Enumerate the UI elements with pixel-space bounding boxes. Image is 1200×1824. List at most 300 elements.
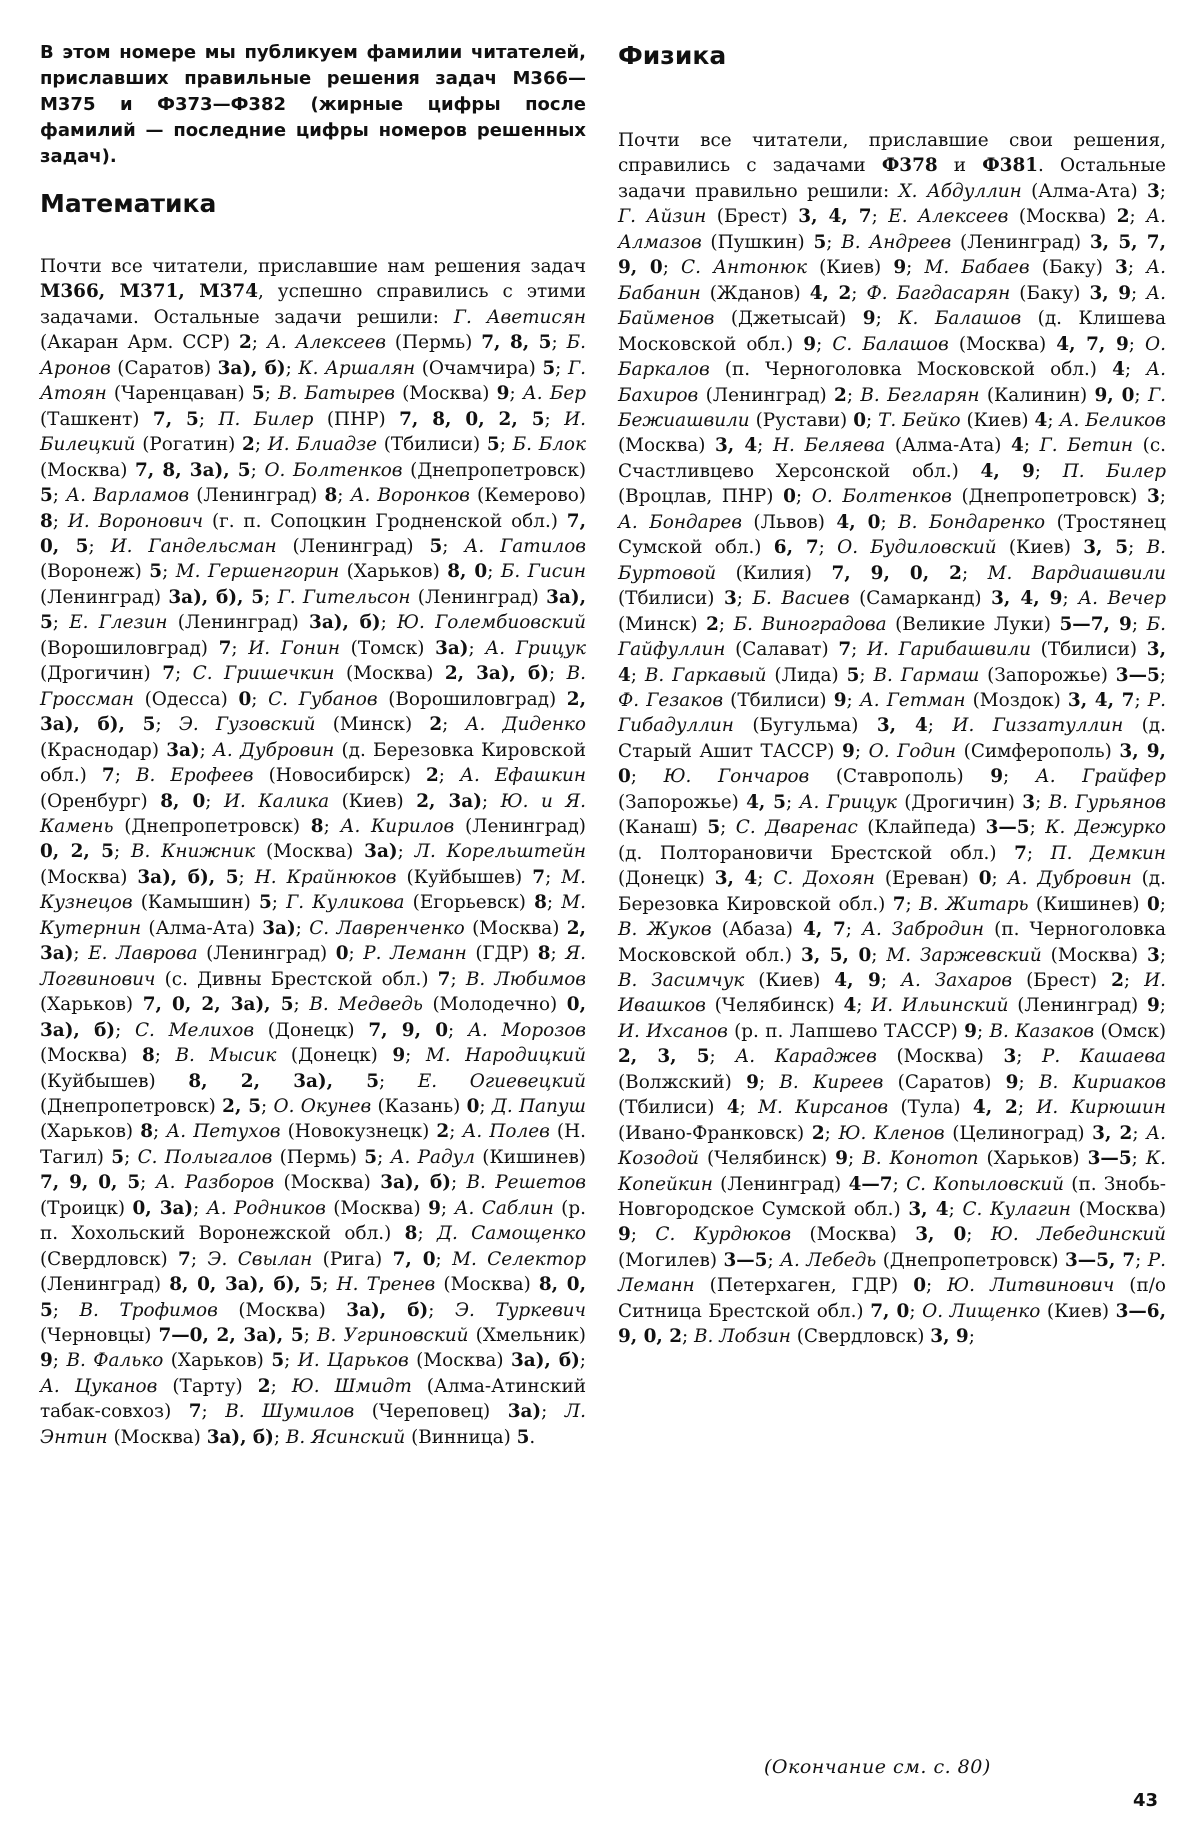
solver-place: (ГДР) <box>475 943 530 965</box>
solver-entry: С. Лавренченко (Москва) 2, 3а); <box>40 917 586 965</box>
solver-entry: В. Андреев (Ленинград) 3, 5, 7, 9, 0; <box>618 231 1167 279</box>
solved-problems: 3а), 5 <box>40 586 586 634</box>
solver-entry <box>694 1326 975 1347</box>
solver-name: В. Киреев <box>779 1071 884 1093</box>
solved-problems: 7, 9, 0 <box>368 1019 449 1041</box>
solver-entry: А. Варламов (Ленинград) 8; <box>66 485 351 507</box>
solver-place: (Днепропетровск) <box>40 1095 216 1117</box>
solved-problems: 4, 0 <box>836 511 881 533</box>
solver-name: Г. Бетин <box>1039 435 1134 457</box>
solver-place: (Донецк) <box>267 1019 355 1041</box>
solved-problems: 3а), б) <box>309 612 381 634</box>
solver-name: В. Андреев <box>841 231 952 253</box>
solver-entry: А. Гетман (Моздок) 3, 4, 7; <box>859 689 1148 711</box>
solved-problems: 7, 0, 2, 3а), 5 <box>142 994 294 1016</box>
solver-place: (Ленинград) <box>705 384 827 406</box>
solver-name: Г. Атоян <box>40 357 586 405</box>
solver-name: А. Гетман <box>859 689 966 711</box>
solver-name: Е. Глезин <box>69 612 168 634</box>
solved-problems: 0 <box>238 688 252 710</box>
solved-problems: 5 <box>707 817 721 839</box>
solver-entry: В. Гроссман (Одесса) 0; <box>40 663 586 710</box>
solver-name: В. Гармаш <box>873 664 980 686</box>
solved-problems: 7 <box>892 893 906 915</box>
solved-problems: 5 <box>251 383 265 405</box>
solver-place: (Ленинград) <box>206 943 328 965</box>
solver-name: С. Губанов <box>268 688 378 710</box>
solved-problems: 3, 9 <box>930 1326 969 1348</box>
solver-place: (Одесса) <box>144 688 228 710</box>
page-number: 43 <box>1132 1790 1158 1811</box>
solver-name: А. Цуканов <box>40 1375 158 1397</box>
solver-place: (Камышин) <box>140 892 251 914</box>
solver-entry: Ю. Лебединский (Могилев) 3—5; <box>618 1224 1167 1271</box>
solver-name: Н. Крайнюков <box>254 866 397 888</box>
solver-entry: Ф. Багдасарян (Баку) 3, 9; <box>866 282 1147 304</box>
solver-entry: В. Бегларян (Калинин) 9, 0; <box>860 384 1148 406</box>
solver-name: И. Гиззатуллин <box>952 715 1124 737</box>
solver-name: А. Бахиров <box>618 359 1166 406</box>
solved-problems: 0, 3а) <box>132 1197 194 1219</box>
solver-place: (Киев) <box>341 790 404 812</box>
solver-name: П. Билер <box>1062 460 1166 482</box>
solver-place: (Баку) <box>1019 282 1081 304</box>
solved-problems: 3а) <box>435 637 469 659</box>
solved-problems: 7, 0, 5 <box>40 510 586 557</box>
solver-entry: С. Курдюков (Москва) 3, 0; <box>655 1224 991 1246</box>
solver-entry: Р. Леманн (ГДР) 8; <box>363 943 566 965</box>
solver-entry: А. Воронков (Кемерово) 8; <box>40 485 586 532</box>
solver-entry: А. Бабанин (Жданов) 4, 2; <box>618 257 1166 304</box>
solver-name: Р. Леманн <box>618 1249 1166 1297</box>
solver-entry: П. Демкин (Донецк) 3, 4; <box>618 842 1166 890</box>
solver-place: (Новокузнецк) <box>287 1121 430 1143</box>
solver-entry: В. Гурьянов (Канаш) 5; <box>618 791 1166 839</box>
solver-place: (Москва) <box>333 1197 421 1219</box>
solver-name: Г. Куликова <box>286 892 405 914</box>
solver-entry: Ю. Кленов (Целиноград) 3, 2; <box>838 1122 1147 1144</box>
solver-name: М. Селектор <box>452 1248 586 1270</box>
solver-entry: А. Байменов (Джетысай) 9; <box>618 282 1166 330</box>
solver-name: Ю. Шмидт <box>291 1375 412 1397</box>
solved-problems: 8 <box>534 892 547 914</box>
solver-entry: Ю. Литвинович (п/о Ситница Брестской обл.) 7, 0; <box>618 1275 1166 1322</box>
solved-problems: 9 <box>428 1197 441 1219</box>
solved-problems: 3, 9, 0 <box>618 740 1166 788</box>
solver-name: Э. Туркевич <box>454 1299 586 1321</box>
solved-problems: 4 <box>1112 359 1125 381</box>
solver-entry: И. Гандельсман (Ленинград) 5; <box>110 535 465 557</box>
solver-entry: И. Кирюшин (Ивано-Франковск) 2; <box>618 1097 1166 1144</box>
solver-entry: П. Билер (Вроцлав, ПНР) 0; <box>618 460 1166 508</box>
solved-problems: 7 <box>437 968 451 990</box>
solver-place: (Троицк) <box>40 1197 126 1219</box>
solver-name: С. Антонюк <box>681 257 807 279</box>
solver-name: И. Гандельсман <box>110 535 277 557</box>
solver-name: О. Окунев <box>273 1095 372 1117</box>
solver-place: (Днепропетровск) <box>961 486 1138 508</box>
solver-place: (Куйбышев) <box>40 1070 156 1092</box>
solver-place: (Киев) <box>966 409 1029 431</box>
solver-place: (Молодечно) <box>432 994 558 1016</box>
solved-problems: 5 <box>40 485 53 507</box>
solver-entry: А. Ефашкин (Оренбург) 8, 0; <box>40 765 586 812</box>
solver-place: (Днепропетровск) <box>882 1249 1059 1271</box>
solved-problems: 4 <box>1011 435 1024 457</box>
solver-name: П. Билер <box>218 408 314 430</box>
solver-place: (Жданов) <box>709 282 801 304</box>
solver-name: В. Медведь <box>309 994 423 1016</box>
solver-entry: Г. Гительсон (Ленинград) 3а), 5; <box>40 586 586 634</box>
solver-place: (Дрогичин) <box>40 663 151 685</box>
solved-problems: 3—5 <box>723 1249 768 1271</box>
solved-problems: 9 <box>862 308 876 330</box>
solver-place: (Саратов) <box>897 1071 992 1093</box>
solver-entry: И. Царьков (Москва) 3а), б); <box>297 1350 586 1372</box>
solver-entry: А. Вечер (Минск) 2; <box>618 588 1166 635</box>
solved-problems: 9 <box>618 1224 631 1246</box>
solved-problems: 9 <box>803 333 817 355</box>
solver-entry: К. Аршалян (Очамчира) 5; <box>298 357 568 379</box>
solver-place: (п. Черноголовка Московской обл.) <box>724 359 1097 381</box>
lead-text: Ф381 <box>982 155 1039 177</box>
solver-entry: Б. Гайфуллин (Салават) 7; <box>618 613 1166 661</box>
solver-name: Г. Аветисян <box>453 306 586 328</box>
lead-text: Ф378 <box>881 155 938 177</box>
math-heading: Математика <box>40 189 217 218</box>
solver-entry: В. Засимчук (Киев) 4, 9; <box>618 969 902 991</box>
solver-name: А. Варламов <box>66 485 190 507</box>
solver-name: И. Ивашков <box>618 969 1166 1017</box>
solved-problems: 2 <box>242 434 255 456</box>
solver-entry: Б. Блок (Москва) 7, 8, 3а), 5; <box>40 434 586 481</box>
solved-problems: 7—0, 2, 3а), 5 <box>158 1325 304 1347</box>
solved-problems: 4, 2 <box>972 1097 1018 1119</box>
solver-name: О. Будиловский <box>837 537 997 559</box>
solver-place: (Алма-Ата) <box>1031 180 1138 202</box>
solver-place: (Москва) <box>346 663 434 685</box>
solver-entry: Ф. Гезаков (Тбилиси) 9; <box>618 689 860 711</box>
solver-name: К. Дежурко <box>1045 817 1166 839</box>
solver-name: М. Заржевский <box>886 944 1042 966</box>
solved-problems: 2 <box>238 332 252 354</box>
solver-entry: В. Жуков (Абаза) 4, 7; <box>618 919 863 941</box>
solver-place: (Ленинград) <box>40 586 162 608</box>
solver-name: О. Лищенко <box>922 1300 1041 1322</box>
solver-entry: П. Билер (ПНР) 7, 8, 0, 2, 5; <box>218 408 565 430</box>
lead-text: М366, М371, М374 <box>40 281 259 303</box>
solved-problems: 7 <box>218 637 232 659</box>
solver-name: В. Лобзин <box>694 1326 791 1348</box>
solved-problems: 5 <box>258 892 272 914</box>
solved-problems: 4, 9 <box>980 460 1035 482</box>
solved-problems: 2 <box>429 714 443 736</box>
solver-place: (Алма-Ата) <box>894 435 1002 457</box>
solver-place: (Киев) <box>758 969 821 991</box>
solver-entry: В. Трофимов (Москва) 3а), б); <box>79 1299 455 1321</box>
lead-text: Почти все читатели, приславшие нам решения задач <box>40 256 586 277</box>
solved-problems: 5 <box>516 1426 530 1448</box>
solver-name: Р. Кашаева <box>1042 1046 1167 1068</box>
solver-place: (Пермь) <box>394 332 473 354</box>
solver-name: Я. Логвинович <box>40 943 586 990</box>
solver-entry: М. Гершенгорин (Харьков) 8, 0; <box>175 561 501 583</box>
solver-name: О. Болтенков <box>264 459 403 481</box>
solver-place: (Самарканд) <box>859 588 982 610</box>
solver-place: (Тбилиси) <box>730 689 827 711</box>
solver-entry: И. Калика (Киев) 2, 3а); <box>223 790 501 812</box>
solver-name: Х. Абдуллин <box>898 180 1022 202</box>
solver-name: С. Дваренас <box>735 817 858 839</box>
solver-place: (Днепропетровск) <box>410 459 587 481</box>
solver-name: Д. Самощенко <box>437 1223 586 1245</box>
solver-entry: С. Гришечкин (Москва) 2, 3а), б); <box>192 663 567 685</box>
solver-place: (Брест) <box>716 206 788 228</box>
solver-entry: А. Бахиров (Ленинград) 2; <box>618 359 1166 406</box>
solver-place: (Целиноград) <box>952 1122 1085 1144</box>
solved-problems: 3, 4 <box>876 715 928 737</box>
solver-place: (Кишинев) <box>482 1146 586 1168</box>
solved-problems: 8, 0 <box>447 561 488 583</box>
solver-name: Л. Корельштейн <box>414 841 586 863</box>
solver-name: Е. Огиевецкий <box>417 1070 586 1092</box>
solved-problems: 4, 7, 9 <box>1056 333 1129 355</box>
solved-problems: 8, 0, 3а), б), 5 <box>169 1274 323 1296</box>
solved-problems: 2, 5 <box>222 1095 262 1117</box>
solver-place: (д. Клишева Московской обл.) <box>618 308 1166 355</box>
solver-place: (Килия) <box>735 562 812 584</box>
solved-problems: 8 <box>324 485 338 507</box>
solver-name: А. Полев <box>462 1121 550 1143</box>
solver-place: (Харьков) <box>40 994 134 1016</box>
solved-problems: 0 <box>783 486 796 508</box>
solver-name: А. Захаров <box>901 969 1013 991</box>
solver-name: С. Кулагин <box>962 1199 1071 1221</box>
solver-entry: Г. Аветисян (Акаран Арм. ССР) 2; <box>40 306 586 354</box>
solver-place: (Москва) <box>809 1224 897 1246</box>
solver-entry: А. Алмазов (Пушкин) 5; <box>618 206 1166 253</box>
solver-entry: В. Казаков (Омск) 2, 3, 5; <box>618 1020 1166 1068</box>
solved-problems: 2, 3, 5 <box>618 1046 710 1068</box>
solver-place: (д. Полторановичи Брестской обл.) <box>618 842 997 864</box>
solver-entry: В. Любимов (Харьков) 7, 0, 2, 3а), 5; <box>40 968 586 1016</box>
solved-problems: 3 <box>1146 486 1160 508</box>
solver-entry: Р. Леманн (Петерхаген, ГДР) 0; <box>618 1249 1166 1297</box>
solver-name: И. Блиадзе <box>267 434 377 456</box>
solved-problems: 9 <box>990 766 1004 788</box>
solver-place: (Ташкент) <box>40 408 140 430</box>
solver-name: Э. Гузовский <box>178 714 316 736</box>
solved-problems: 7, 0 <box>392 1248 436 1270</box>
solver-entry: О. Годин (Симферополь) 3, 9, 0; <box>618 740 1166 788</box>
solver-name: М. Кирсанов <box>758 1097 889 1119</box>
solver-name: Б. Блок <box>512 434 586 456</box>
solver-place: (п. Черноголовка Московской обл.) <box>618 919 1166 966</box>
solver-name: Б. Васиев <box>752 588 850 610</box>
solver-place: (Москва) <box>443 1274 531 1296</box>
solver-entry: Г. Айзин (Брест) 3, 4, 7; <box>618 206 889 228</box>
solved-problems: 2, 3а) <box>416 790 482 812</box>
solver-entry: А. Радул (Кишинев) 7, 9, 0, 5; <box>40 1146 586 1194</box>
solver-place: (Моздок) <box>972 689 1061 711</box>
solver-entry: В. Батырев (Москва) 9; <box>278 383 523 405</box>
solver-entry: Э. Гузовский (Минск) 2; <box>178 714 466 736</box>
solved-problems: 9 <box>833 689 847 711</box>
solver-place: (Харьков) <box>170 1350 264 1372</box>
solved-problems: 9 <box>964 1020 977 1042</box>
solver-entry: Н. Беляева (Алма-Ата) 4; <box>772 435 1040 457</box>
solver-place: (Москва) <box>40 459 128 481</box>
solver-name: В. Житарь <box>919 893 1029 915</box>
solved-problems: 8 <box>140 1121 154 1143</box>
solved-problems: 2, 3а), б) <box>444 663 549 685</box>
solver-place: (п. Знобь-Новгородское Сумской обл.) <box>618 1173 1166 1221</box>
solved-problems: 3а), б) <box>217 357 286 379</box>
solver-name: А. Караджев <box>735 1046 877 1068</box>
solver-place: (Ленинград) <box>40 1274 162 1296</box>
solver-entry: Б. Виноградова (Великие Луки) 5—7, 9; <box>733 613 1147 635</box>
solved-problems: 3а), б) <box>206 1426 274 1448</box>
solver-name: В. Фалько <box>66 1350 164 1372</box>
solver-entry: А. Лебедь (Днепропетровск) 3—5, 7; <box>780 1249 1148 1271</box>
solved-problems: 0, 2, 5 <box>40 841 114 863</box>
solver-place: (Ставрополь) <box>835 766 964 788</box>
solved-problems: 5—7, 9 <box>1059 613 1132 635</box>
solver-place: (Москва) <box>896 1046 984 1068</box>
solver-place: (Ленинград) <box>292 535 414 557</box>
solver-entry: И. Ивашков (Челябинск) 4; <box>618 969 1166 1017</box>
solver-entry: В. Конотоп (Харьков) 3—5; <box>862 1148 1146 1170</box>
solver-place: (Петерхаген, ГДР) <box>709 1275 899 1297</box>
solver-entry: С. Дохоян (Ереван) 0; <box>773 868 1008 890</box>
solver-entry: В. Житарь (Кишинев) 0; <box>919 893 1166 915</box>
solver-name: Б. Виноградова <box>733 613 887 635</box>
solved-problems: 3а), б) <box>380 1172 451 1194</box>
solver-name: И. Ильинский <box>871 995 1009 1017</box>
solver-entry: Г. Бетин (с. Счастливцево Херсонской обл.) 4, 9; <box>618 435 1166 482</box>
solver-place: (Вроцлав, ПНР) <box>618 486 774 508</box>
solver-name: К. Копейкин <box>618 1148 1166 1195</box>
solver-place: (Москва) <box>1018 206 1107 228</box>
solved-problems: 3а) <box>166 739 200 761</box>
solver-name: М. Гершенгорин <box>175 561 340 583</box>
solver-entry: И. Гонин (Томск) 3а); <box>248 637 486 659</box>
solver-name: А. Родников <box>206 1197 326 1219</box>
solved-problems: 3, 4 <box>714 868 758 890</box>
solver-place: (Свердловск) <box>796 1326 925 1348</box>
solver-name: И. Гарибашвили <box>866 639 1031 661</box>
solver-place: (Дрогичин) <box>904 791 1015 813</box>
solver-entry: И. Гарибашвили (Тбилиси) 3, 4; <box>618 639 1166 686</box>
solver-entry: В. Ясинский (Винница) 5. <box>285 1426 536 1448</box>
solved-problems: 3, 5, 0 <box>801 944 872 966</box>
solver-name: В. Ерофеев <box>135 765 254 787</box>
solver-entry: А. Козодой (Челябинск) 9; <box>618 1122 1166 1170</box>
solved-problems: 4 <box>843 995 857 1017</box>
right-column <box>618 40 1166 1350</box>
solver-name: В. Казаков <box>989 1020 1095 1042</box>
solved-problems: 7, 9, 0, 2 <box>831 562 962 584</box>
solved-problems: 9, 0 <box>1094 384 1135 406</box>
solver-place: (Москва) <box>1050 944 1139 966</box>
solved-problems: 3—5 <box>1087 1148 1132 1170</box>
solver-place: (Акаран Арм. ССР) <box>40 332 231 354</box>
solver-entry: А. Полев (Н. Тагил) 5; <box>40 1121 586 1168</box>
solver-name: А. Саблин <box>454 1197 554 1219</box>
solver-place: (Запорожье) <box>618 791 739 813</box>
solver-name: И. Воронович <box>67 510 204 532</box>
solver-entry: С. Антонюк (Киев) 9; <box>681 257 925 279</box>
solver-entry: А. Грицук (Дрогичин) 7; <box>40 637 586 685</box>
solved-problems: 3, 5 <box>1083 537 1129 559</box>
solved-problems: 5 <box>111 1146 125 1168</box>
solved-problems: 3, 5, 7, 9, 0 <box>618 231 1167 279</box>
solver-name: Т. Бейко <box>878 409 961 431</box>
solver-name: А. Кирилов <box>340 815 455 837</box>
solver-place: (д. Березовка Кировской обл.) <box>40 739 586 787</box>
solver-place: (Казань) <box>377 1095 461 1117</box>
solver-place: (Москва) <box>265 841 354 863</box>
solver-entry: М. Кирсанов (Тула) 4, 2; <box>758 1097 1037 1119</box>
solver-entry: И. Ильинский (Ленинград) 9; <box>871 995 1166 1017</box>
solver-place: (Москва) <box>402 383 490 405</box>
solved-problems: 5 <box>429 535 443 557</box>
solved-problems: 3, 4 <box>714 435 758 457</box>
physics-heading: Физика <box>618 41 727 70</box>
solver-name: А. Байменов <box>618 282 1166 330</box>
solver-entry: Е. Огиевецкий (Днепропетровск) 2, 5; <box>40 1070 586 1117</box>
solved-problems: 8 <box>310 815 324 837</box>
solver-name: В. Угриновский <box>317 1325 469 1347</box>
solver-place: (Симферополь) <box>963 740 1112 762</box>
solver-place: (Москва) <box>958 333 1047 355</box>
solved-problems: 3а) <box>262 917 296 939</box>
solver-place: (Тула) <box>900 1097 961 1119</box>
solver-entry: Г. Куликова (Егорьевск) 8; <box>286 892 562 914</box>
solver-place: (Хмельник) <box>475 1325 586 1347</box>
solver-entry: В. Буртовой (Килия) 7, 9, 0, 2; <box>618 537 1166 584</box>
solved-problems: 7 <box>178 1248 191 1270</box>
solver-entry: В. Книжник (Москва) 3а); <box>130 841 415 863</box>
solver-name: Б. Гисин <box>500 561 586 583</box>
solver-name: Л. Энтин <box>40 1401 586 1448</box>
solver-name: П. Демкин <box>1050 842 1166 864</box>
solver-place: (Оренбург) <box>40 790 148 812</box>
solver-place: (Челябинск) <box>714 995 835 1017</box>
solver-place: (с. Дивны Брестской обл.) <box>164 968 429 990</box>
solver-name: С. Гришечкин <box>192 663 335 685</box>
solved-problems: 9 <box>40 1350 53 1372</box>
trailing-punct: ; <box>968 1326 975 1348</box>
solved-problems: 7, 8, 3а), 5 <box>135 459 251 481</box>
solver-name: В. Шумилов <box>225 1401 355 1423</box>
solver-name: С. Мелихов <box>134 1019 255 1041</box>
solver-entry: В. Киреев (Саратов) 9; <box>779 1071 1039 1093</box>
solver-name: С. Дохоян <box>773 868 875 890</box>
solver-entry: М. Кутернин (Алма-Ата) 3а); <box>40 892 586 939</box>
solver-name: М. Кузнецов <box>40 866 586 914</box>
solver-name: С. Копыловский <box>906 1173 1064 1195</box>
solver-name: И. Билецкий <box>40 408 586 456</box>
lead-text: , успешно справились с этими задачами. Остальные задачи решили: <box>40 281 586 328</box>
solver-name: В. Кириаков <box>1038 1071 1166 1093</box>
solver-name: И. Ихсанов <box>618 1020 728 1042</box>
solver-name: И. Царьков <box>297 1350 409 1372</box>
solved-problems: 9 <box>1146 995 1160 1017</box>
solver-place: (Чаренцаван) <box>113 383 245 405</box>
solved-problems: 9 <box>496 383 510 405</box>
solver-name: Г. Гительсон <box>277 586 411 608</box>
